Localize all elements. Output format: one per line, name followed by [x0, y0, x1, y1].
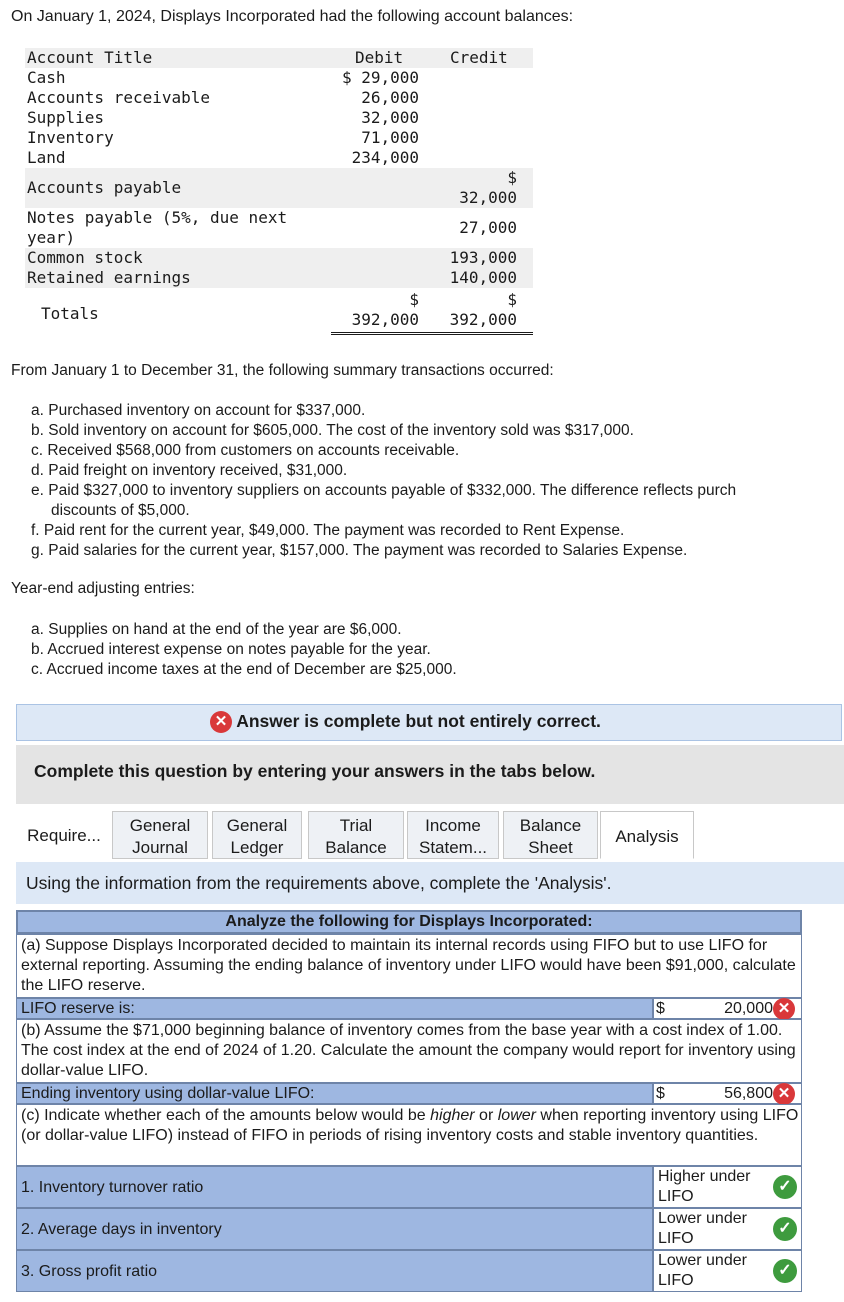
totals-label: Totals — [41, 304, 99, 323]
row-title: Accounts receivable — [27, 88, 211, 107]
table-row — [25, 268, 533, 288]
tab-trial-balance[interactable]: Trial Balance — [308, 811, 404, 859]
row-title: Common stock — [27, 248, 143, 267]
inventory-turnover-select[interactable]: Higher under LIFO ✓ — [653, 1166, 802, 1208]
intro-text: On January 1, 2024, Displays Incorporated had the following account balances: — [11, 8, 574, 25]
average-days-select[interactable]: Lower under LIFO ✓ — [653, 1208, 802, 1250]
row-credit: 27,000 — [459, 218, 517, 237]
adjusting-list — [31, 620, 457, 680]
correct-icon: ✓ — [773, 1217, 797, 1241]
table-row — [25, 108, 533, 128]
question-c-text: (c) Indicate whether each of the amounts below would be higher or lower when reporting inventory using LIFO (or dollar-value LIFO) instead of FIFO in periods of rising inventory costs and stable inventory quantities. — [16, 1104, 802, 1166]
tab-instruction-bar — [16, 862, 844, 904]
table-row — [25, 168, 533, 208]
row-title: Accounts payable — [27, 178, 182, 197]
row-debit: 32,000 — [361, 108, 419, 127]
row-title: Land — [27, 148, 66, 167]
currency-sign: $ — [656, 1085, 665, 1102]
table-row — [25, 148, 533, 168]
row-debit: 71,000 — [361, 128, 419, 147]
totals-debit: 392,000 — [351, 310, 419, 329]
tab-balance-sheet[interactable]: Balance Sheet — [503, 811, 598, 859]
table-header-row — [25, 48, 533, 68]
status-banner — [16, 704, 842, 741]
row-credit: 193,000 — [449, 248, 517, 267]
transactions-list — [31, 401, 736, 561]
row-debit: $ 29,000 — [341, 68, 419, 87]
header-debit: Debit — [355, 48, 404, 67]
table-row — [25, 248, 533, 268]
row-title: Inventory — [27, 128, 114, 147]
table-row — [25, 68, 533, 88]
error-icon: ✕ — [210, 711, 232, 733]
list-item: a. Supplies on hand at the end of the year are $6,000. — [31, 621, 402, 638]
incorrect-icon: ✕ — [773, 998, 795, 1020]
question-b-text: (b) Assume the $71,000 beginning balance of inventory comes from the base year with a cost index of 1.00. The cost index at the end of 2024 of 1.20. Calculate the amount the company would report for inventory using dollar-value LIFO. — [16, 1019, 802, 1083]
row-debit: 234,000 — [351, 148, 419, 167]
currency-sign: $ — [656, 1000, 665, 1017]
adjusting-intro: Year-end adjusting entries: — [11, 580, 195, 597]
header-account-title: Account Title — [27, 48, 153, 67]
totals-row — [25, 288, 533, 336]
totals-credit-sign: $ — [507, 290, 517, 309]
question-a-text: (a) Suppose Displays Incorporated decided to maintain its internal records using FIFO but to use LIFO for external reporting. Assuming the ending balance of inventory under LIFO would have been $91,000, calculate the LIFO reserve. — [16, 934, 802, 998]
list-item: c. Accrued income taxes at the end of December are $25,000. — [31, 661, 457, 678]
status-text: Answer is complete but not entirely correct. — [236, 711, 601, 731]
table-row — [25, 208, 533, 248]
item-inventory-turnover: 1. Inventory turnover ratio — [16, 1166, 653, 1208]
gross-profit-select[interactable]: Lower under LIFO ✓ — [653, 1250, 802, 1292]
tab-analysis[interactable]: Analysis — [600, 811, 694, 859]
list-item: b. Sold inventory on account for $605,000. The cost of the inventory sold was $317,000. — [31, 422, 634, 439]
list-item: b. Accrued interest expense on notes payable for the year. — [31, 641, 431, 658]
list-item: e. Paid $327,000 to inventory suppliers on accounts payable of $332,000. The difference reflects purch — [31, 482, 737, 499]
row-credit: 140,000 — [449, 268, 517, 287]
tab-requirements[interactable]: Require... — [27, 826, 101, 845]
dollar-value-lifo-label: Ending inventory using dollar-value LIFO: — [16, 1083, 653, 1104]
row-title: Notes payable (5%, due next — [27, 208, 288, 227]
list-item: f. Paid rent for the current year, $49,000. The payment was recorded to Rent Expense. — [31, 522, 625, 539]
row-title-continued: year) — [27, 228, 76, 247]
instruction-text: Complete this question by entering your answers in the tabs below. — [34, 761, 596, 781]
item-average-days: 2. Average days in inventory — [16, 1208, 653, 1250]
row-title: Cash — [27, 68, 66, 87]
list-item: a. Purchased inventory on account for $337,000. — [31, 402, 366, 419]
row-title: Retained earnings — [27, 268, 191, 287]
list-item: discounts of $5,000. — [51, 502, 190, 519]
table-row — [25, 88, 533, 108]
totals-credit: 392,000 — [449, 310, 517, 329]
correct-icon: ✓ — [773, 1259, 797, 1283]
transactions-intro: From January 1 to December 31, the following summary transactions occurred: — [11, 362, 554, 379]
analysis-header: Analyze the following for Displays Incorporated: — [16, 910, 802, 934]
tab-general-journal[interactable]: General Journal — [112, 811, 208, 859]
item-gross-profit: 3. Gross profit ratio — [16, 1250, 653, 1292]
trial-balance-table — [25, 48, 533, 336]
list-item: g. Paid salaries for the current year, $157,000. The payment was recorded to Salaries Expense. — [31, 542, 688, 559]
row-credit-sign: $ — [507, 168, 517, 187]
tab-instruction-text: Using the information from the requirements above, complete the 'Analysis'. — [26, 873, 612, 893]
tab-income-statement[interactable]: Income Statem... — [407, 811, 499, 859]
correct-icon: ✓ — [773, 1175, 797, 1199]
lifo-reserve-value: 20,000 — [724, 1000, 773, 1017]
dollar-value-lifo-input[interactable] — [653, 1083, 802, 1104]
totals-debit-sign: $ — [409, 290, 419, 309]
list-item: d. Paid freight on inventory received, $31,000. — [31, 462, 348, 479]
row-credit: 32,000 — [459, 188, 517, 207]
row-debit: 26,000 — [361, 88, 419, 107]
dollar-value-lifo-value: 56,800 — [724, 1085, 773, 1102]
row-title: Supplies — [27, 108, 105, 127]
lifo-reserve-label: LIFO reserve is: — [16, 998, 653, 1019]
header-credit: Credit — [450, 48, 508, 67]
tab-general-ledger[interactable]: General Ledger — [212, 811, 302, 859]
lifo-reserve-input[interactable] — [653, 998, 802, 1019]
table-row — [25, 128, 533, 148]
incorrect-icon: ✕ — [773, 1083, 795, 1105]
double-underline — [331, 332, 533, 335]
instruction-banner — [16, 745, 844, 804]
list-item: c. Received $568,000 from customers on accounts receivable. — [31, 442, 460, 459]
